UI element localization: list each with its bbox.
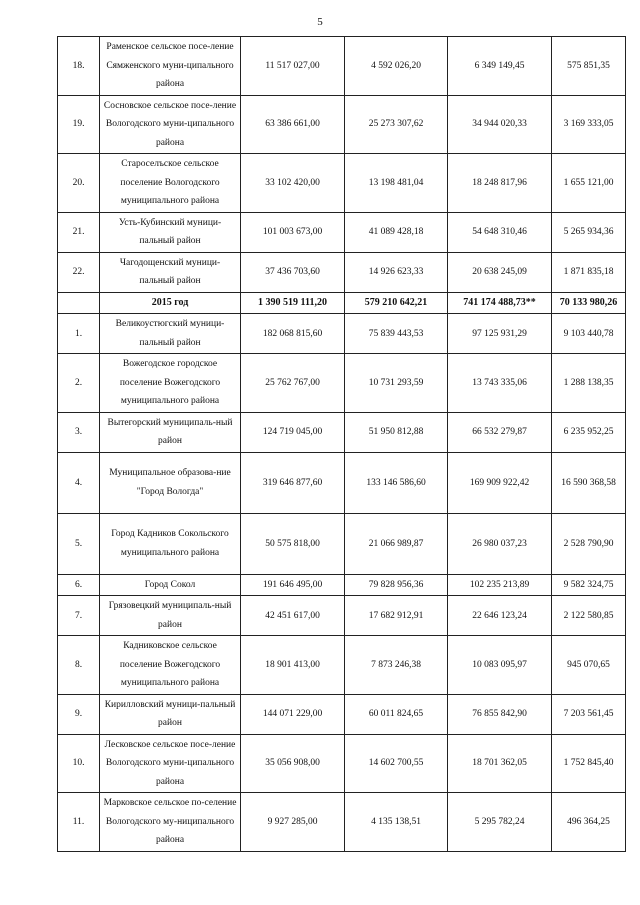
value-col-1: 42 451 617,00 [241, 596, 345, 636]
table-row [58, 354, 626, 413]
table-row [58, 694, 626, 734]
value-col-1: 37 436 703,60 [241, 252, 345, 292]
row-number: 4. [58, 452, 100, 513]
value-col-2: 133 146 586,60 [345, 452, 448, 513]
value-col-3: 741 174 488,73** [448, 292, 552, 314]
value-col-4: 496 364,25 [552, 793, 626, 852]
table-row [58, 574, 626, 596]
value-col-3: 34 944 020,33 [448, 95, 552, 154]
value-col-3: 5 295 782,24 [448, 793, 552, 852]
table-row [58, 314, 626, 354]
year-total-row [58, 292, 626, 314]
table-row [58, 734, 626, 793]
row-number: 5. [58, 513, 100, 574]
value-col-3: 18 701 362,05 [448, 734, 552, 793]
municipality-name: Кирилловский муници-пальный район [100, 694, 241, 734]
municipality-name: Муниципальное образова-ние "Город Вологда" [100, 452, 241, 513]
municipality-name: Грязовецкий муниципаль-ный район [100, 596, 241, 636]
value-col-3: 10 083 095,97 [448, 636, 552, 695]
value-col-1: 144 071 229,00 [241, 694, 345, 734]
row-number: 20. [58, 154, 100, 213]
municipality-name: Усть-Кубинский муници-пальный район [100, 212, 241, 252]
table-row [58, 95, 626, 154]
value-col-2: 579 210 642,21 [345, 292, 448, 314]
municipality-name: 2015 год [100, 292, 241, 314]
value-col-2: 4 135 138,51 [345, 793, 448, 852]
row-number: 3. [58, 412, 100, 452]
value-col-4: 945 070,65 [552, 636, 626, 695]
row-number: 8. [58, 636, 100, 695]
value-col-3: 6 349 149,45 [448, 37, 552, 96]
value-col-1: 11 517 027,00 [241, 37, 345, 96]
value-col-2: 25 273 307,62 [345, 95, 448, 154]
value-col-2: 4 592 026,20 [345, 37, 448, 96]
value-col-2: 17 682 912,91 [345, 596, 448, 636]
value-col-2: 51 950 812,88 [345, 412, 448, 452]
value-col-4: 9 103 440,78 [552, 314, 626, 354]
table-row [58, 636, 626, 695]
municipality-name: Сосновское сельское посе-ление Вологодского муни-ципального района [100, 95, 241, 154]
value-col-4: 2 122 580,85 [552, 596, 626, 636]
municipality-name: Кадниковское сельское поселение Вожегодского муниципального района [100, 636, 241, 695]
value-col-3: 97 125 931,29 [448, 314, 552, 354]
table-row [58, 793, 626, 852]
table-body [58, 37, 626, 852]
value-col-1: 25 762 767,00 [241, 354, 345, 413]
table-row [58, 212, 626, 252]
value-col-2: 21 066 989,87 [345, 513, 448, 574]
table-row [58, 154, 626, 213]
value-col-4: 1 288 138,35 [552, 354, 626, 413]
municipality-name: Вожегодское городское поселение Вожегодского муниципального района [100, 354, 241, 413]
row-number: 19. [58, 95, 100, 154]
value-col-1: 319 646 877,60 [241, 452, 345, 513]
page-number: 5 [317, 16, 323, 28]
value-col-3: 169 909 922,42 [448, 452, 552, 513]
value-col-1: 18 901 413,00 [241, 636, 345, 695]
municipality-name: Город Кадников Сокольского муниципального района [100, 513, 241, 574]
municipality-name: Марковское сельское по-селение Вологодского му-ниципального района [100, 793, 241, 852]
value-col-2: 14 602 700,55 [345, 734, 448, 793]
value-col-4: 575 851,35 [552, 37, 626, 96]
municipality-name: Лесковское сельское посе-ление Вологодского муни-ципального района [100, 734, 241, 793]
value-col-3: 66 532 279,87 [448, 412, 552, 452]
value-col-2: 79 828 956,36 [345, 574, 448, 596]
table-row [58, 37, 626, 96]
row-number [58, 292, 100, 314]
value-col-2: 7 873 246,38 [345, 636, 448, 695]
row-number: 11. [58, 793, 100, 852]
value-col-2: 41 089 428,18 [345, 212, 448, 252]
value-col-2: 60 011 824,65 [345, 694, 448, 734]
row-number: 10. [58, 734, 100, 793]
value-col-1: 35 056 908,00 [241, 734, 345, 793]
value-col-1: 101 003 673,00 [241, 212, 345, 252]
municipality-name: Раменское сельское посе-ление Сямженского муни-ципального района [100, 37, 241, 96]
value-col-1: 33 102 420,00 [241, 154, 345, 213]
value-col-4: 2 528 790,90 [552, 513, 626, 574]
allocation-table [57, 36, 626, 852]
value-col-1: 1 390 519 111,20 [241, 292, 345, 314]
row-number: 2. [58, 354, 100, 413]
table-row [58, 452, 626, 513]
row-number: 6. [58, 574, 100, 596]
value-col-4: 6 235 952,25 [552, 412, 626, 452]
row-number: 7. [58, 596, 100, 636]
value-col-3: 76 855 842,90 [448, 694, 552, 734]
value-col-4: 1 655 121,00 [552, 154, 626, 213]
municipality-name: Вытегорский муниципаль-ный район [100, 412, 241, 452]
value-col-2: 14 926 623,33 [345, 252, 448, 292]
table-row [58, 513, 626, 574]
row-number: 22. [58, 252, 100, 292]
value-col-3: 22 646 123,24 [448, 596, 552, 636]
value-col-4: 70 133 980,26 [552, 292, 626, 314]
value-col-1: 9 927 285,00 [241, 793, 345, 852]
table-row [58, 412, 626, 452]
table-row [58, 596, 626, 636]
value-col-1: 63 386 661,00 [241, 95, 345, 154]
value-col-3: 13 743 335,06 [448, 354, 552, 413]
municipality-name: Великоустюгский муници-пальный район [100, 314, 241, 354]
value-col-4: 1 752 845,40 [552, 734, 626, 793]
value-col-4: 9 582 324,75 [552, 574, 626, 596]
value-col-1: 182 068 815,60 [241, 314, 345, 354]
row-number: 21. [58, 212, 100, 252]
value-col-1: 50 575 818,00 [241, 513, 345, 574]
value-col-3: 54 648 310,46 [448, 212, 552, 252]
row-number: 18. [58, 37, 100, 96]
value-col-4: 5 265 934,36 [552, 212, 626, 252]
value-col-2: 13 198 481,04 [345, 154, 448, 213]
table-row [58, 252, 626, 292]
municipality-name: Город Сокол [100, 574, 241, 596]
value-col-2: 75 839 443,53 [345, 314, 448, 354]
municipality-name: Староселъское сельское поселение Вологодского муниципального района [100, 154, 241, 213]
value-col-1: 124 719 045,00 [241, 412, 345, 452]
value-col-2: 10 731 293,59 [345, 354, 448, 413]
value-col-4: 16 590 368,58 [552, 452, 626, 513]
row-number: 1. [58, 314, 100, 354]
row-number: 9. [58, 694, 100, 734]
value-col-3: 20 638 245,09 [448, 252, 552, 292]
value-col-3: 18 248 817,96 [448, 154, 552, 213]
value-col-4: 1 871 835,18 [552, 252, 626, 292]
value-col-1: 191 646 495,00 [241, 574, 345, 596]
value-col-3: 102 235 213,89 [448, 574, 552, 596]
municipality-name: Чагодощенский муници-пальный район [100, 252, 241, 292]
value-col-3: 26 980 037,23 [448, 513, 552, 574]
value-col-4: 7 203 561,45 [552, 694, 626, 734]
value-col-4: 3 169 333,05 [552, 95, 626, 154]
